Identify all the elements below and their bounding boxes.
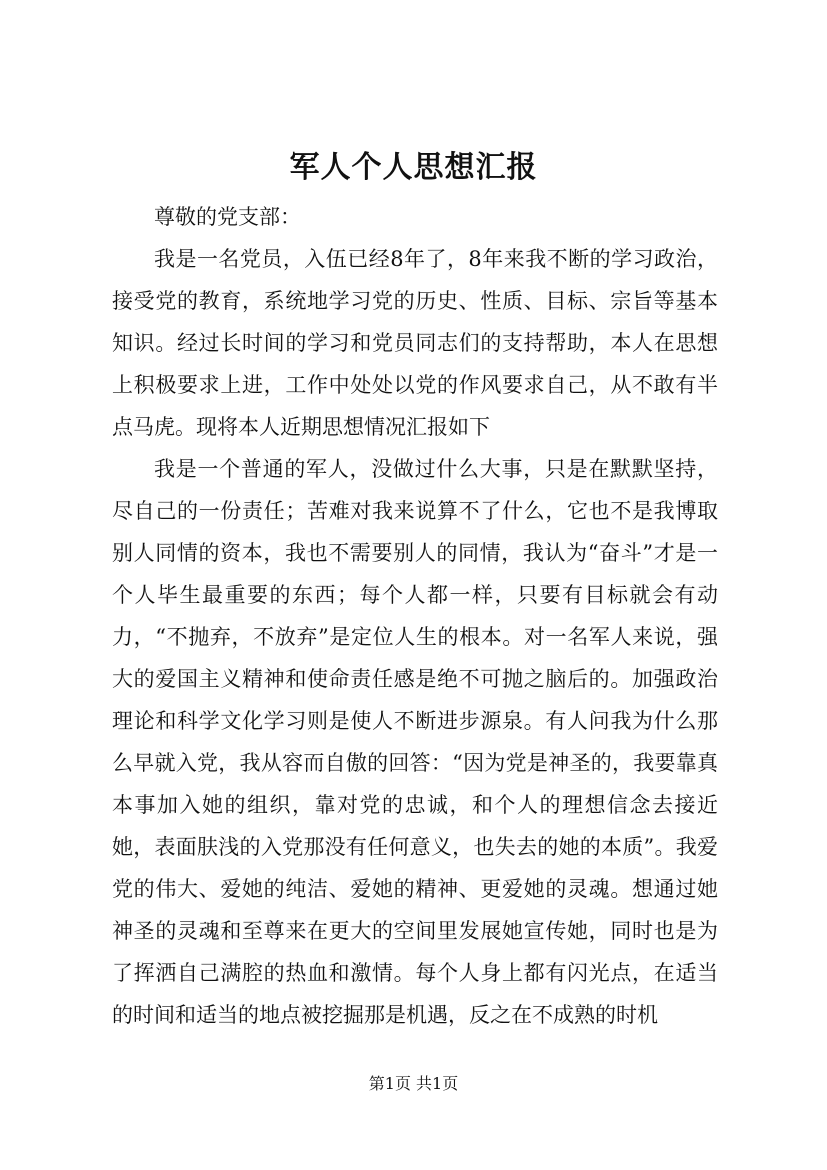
- salutation: 尊敬的党支部：: [154, 205, 301, 229]
- page-footer: 第1页 共1页: [368, 1074, 459, 1093]
- paragraph-1: 我是一名党员，入伍已经8年了，8年来我不断的学习政治，接受党的教育，系统地学习党的历史、性质、目标、宗旨等基本知识。经过长时间的学习和党员同志们的支持帮助，本人在思想上积极要求上进，工作中处处以党的作风要求自己，从不敢有半点马虎。现将本人近期思想情况汇报如下: [112, 247, 718, 439]
- document-body: [112, 196, 718, 1036]
- document-title: 军人个人思想汇报: [289, 150, 538, 185]
- paragraph-2: 我是一个普通的军人，没做过什么大事，只是在默默坚持，尽自己的一份责任；苦难对我来说算不了什么，它也不是我博取别人同情的资本，我也不需要别人的同情，我认为“奋斗”才是一个人毕生最重要的东西；每个人都一样，只要有目标就会有动力，“不抛弃，不放弃”是定位人生的根本。对一名军人来说，强大的爱国主义精神和使命责任感是绝不可抛之脑后的。加强政治理论和科学文化学习则是使人不断进步源泉。有人问我为什么那么早就入党，我从容而自傲的回答：“因为党是神圣的，我要靠真本事加入她的组织，靠对党的忠诚，和个人的理想信念去接近她，表面肤浅的入党那没有任何意义，也失去的她的本质”。我爱党的伟大、爱她的纯洁、爱她的精神、更爱她的灵魂。想通过她神圣的灵魂和至尊来在更大的空间里发展她宣传她，同时也是为了挥洒自己满腔的热血和激情。每个人身上都有闪光点，在适当的时间和适当的地点被挖掘那是机遇，反之在不成熟的时机: [112, 457, 718, 1027]
